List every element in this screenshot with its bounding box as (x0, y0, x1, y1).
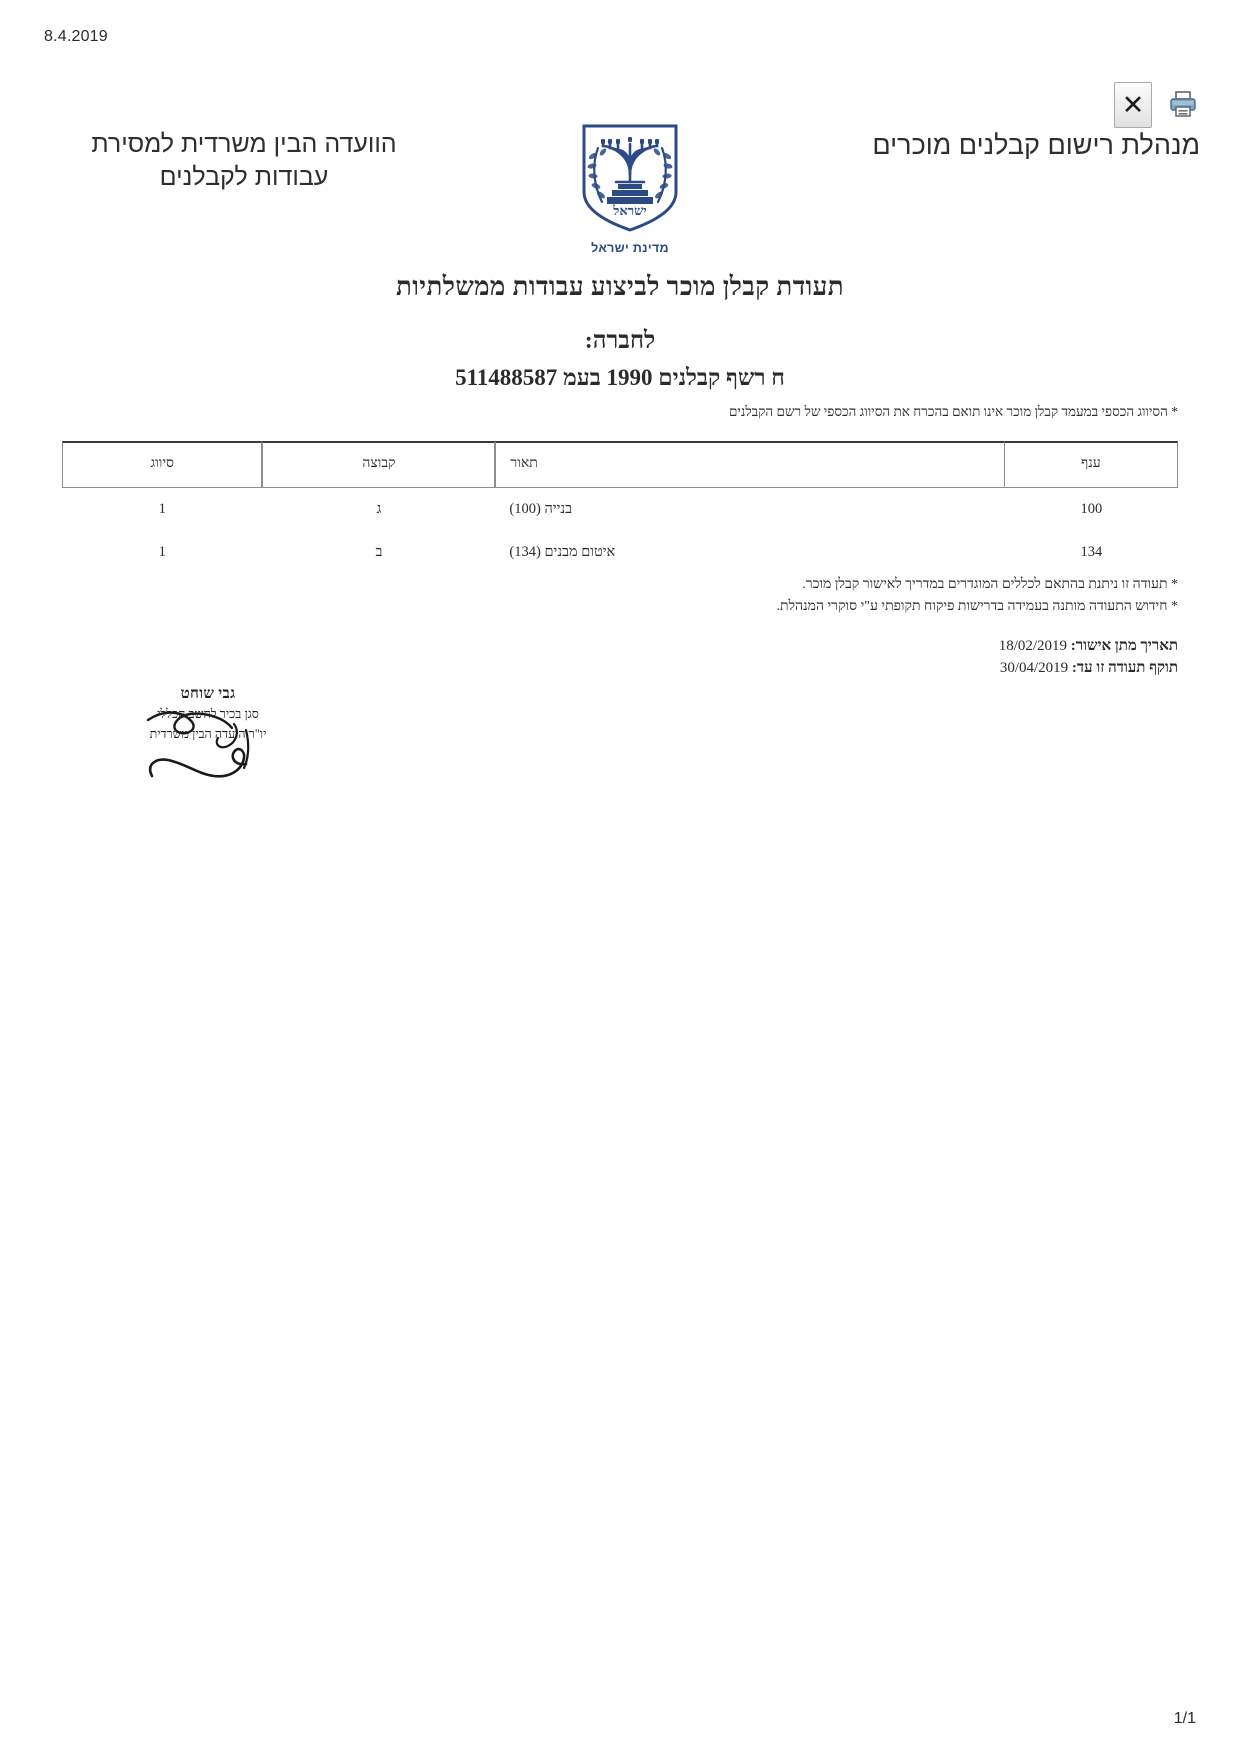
table-row (62, 488, 1178, 531)
cell-taor: איטום מבנים (134) (509, 544, 616, 560)
print-preview-date: 8.4.2019 (44, 28, 108, 45)
signatory-name: גבי שוחט (180, 686, 236, 702)
issue-date-value: 18/02/2019 (998, 638, 1068, 654)
emblem-caption: מדינת ישראל (591, 241, 669, 255)
state-emblem (565, 122, 695, 255)
cell-kvutza: ב (375, 544, 383, 560)
israel-emblem-icon (578, 122, 682, 234)
table-header-row (62, 441, 1178, 488)
classification-table (62, 441, 1178, 574)
column-header-siyug: סיווג (62, 441, 262, 488)
column-header-kvutza: קבוצה (262, 441, 495, 488)
emblem-shield-text: ישראל (613, 203, 647, 218)
column-header-taor: תאור (495, 441, 1004, 488)
valid-until-value: 30/04/2019 (999, 659, 1069, 676)
cell-siyug: 1 (158, 501, 166, 517)
cell-taor: בנייה (100) (509, 501, 573, 517)
cell-anaf: 134 (1080, 544, 1103, 560)
certificate-dates (999, 636, 1178, 680)
cell-anaf: 100 (1080, 501, 1103, 517)
footnote-terms: * תעודה זו ניתנת בהתאם לכללים המוגדרים במדריך לאישור קבלן מוכר. (802, 577, 1178, 592)
close-icon: ✕ (1121, 89, 1145, 121)
committee-title: הוועדה הבין משרדית למסירת עבודות לקבלנים (91, 130, 397, 191)
company-name: ח רשף קבלנים 1990 בעמ 511488587 (455, 365, 785, 390)
registry-authority-title: מנהלת רישום קבלנים מוכרים (872, 130, 1200, 160)
page-indicator: 1/1 (1173, 1710, 1196, 1727)
document-title: תעודת קבלן מוכר לביצוע עבודות ממשלתיות (395, 272, 845, 301)
valid-until-label: תוקף תעודה זו עד: (1071, 659, 1178, 676)
financial-classification-note: * הסיווג הכספי במעמד קבלן מוכר אינו תואם בהכרח את הסיווג הכספי של רשם הקבלנים (728, 404, 1178, 419)
cell-siyug: 1 (158, 544, 166, 560)
to-company-label: לחברה: (584, 328, 656, 354)
document-header (60, 122, 1200, 255)
column-header-anaf: ענף (1005, 441, 1178, 488)
valid-until-row (999, 658, 1178, 680)
cell-kvutza: ג (376, 501, 382, 517)
printer-icon (1168, 90, 1198, 121)
footnote-renewal: * חידוש התעודה מותנה בעמידה בדרישות פיקוח תקופתי ע"י סוקרי המנהלת. (776, 598, 1178, 614)
signatory-role-line-1: סגן בכיר לחשב הכללי (157, 707, 259, 721)
signatory-role-line-2: יו"ר הועדה הבין משרדית (149, 727, 267, 742)
print-button[interactable] (1166, 88, 1200, 122)
issue-date-row (999, 636, 1178, 658)
issue-date-label: תאריך מתן אישור: (1070, 638, 1178, 654)
table-row (62, 531, 1178, 574)
signature-block (78, 686, 338, 743)
document-footnotes (776, 574, 1178, 617)
